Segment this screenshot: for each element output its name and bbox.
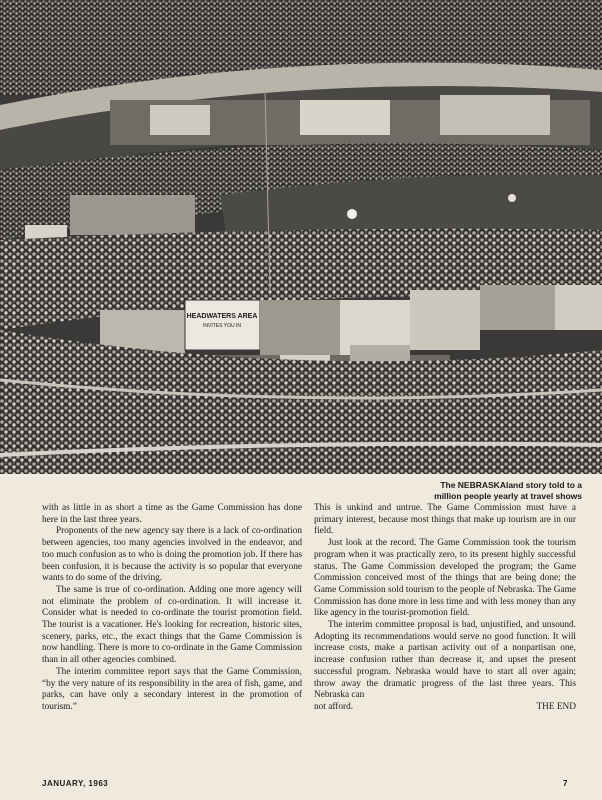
page-footer xyxy=(42,779,568,788)
photo-caption xyxy=(402,480,582,502)
final-line xyxy=(314,702,576,714)
page-number: 7 xyxy=(563,779,568,788)
paragraph: The interim committee proposal is bad, unjustified, and unsound. Adopting its recommendations would serve no good function. It will increase costs, make a partisan activity out of a nonpartisan one, increase confusion rather than decrease it, and upset the present successful program. Nebraska would have to start all over again; throw away the dramatic progress of the last three years. This Nebraska can xyxy=(314,620,576,701)
article-left-column xyxy=(42,503,302,714)
paragraph: The interim committee report says that the Game Commission, “by the very nature of its responsibility in the area of fish, game, and parks, can have only a secondary interest in the promotion of tourism.” xyxy=(42,666,302,712)
issue-date: JANUARY, 1963 xyxy=(42,779,109,788)
nebraskaland-booth xyxy=(260,300,340,355)
headwaters-subsign: INVITES YOU IN xyxy=(203,323,241,329)
paragraph: Proponents of the new agency say there is a lack of co-ordination between agencies, too many agencies involved in the endeavor, and too much confusion as to who is doing the promotion job. If there has been confusion, it is because the activity is so popular that everyone wants to do some of the driving. xyxy=(42,526,302,584)
headwaters-sign: HEADWATERS AREA xyxy=(186,313,258,320)
caption-line-1: The NEBRASKAland story told to a xyxy=(440,480,582,490)
the-end-marker: THE END xyxy=(536,701,576,712)
paragraph: The same is true of co-ordination. Adding one more agency will not eliminate the problem of co-ordination. It will increase it. Consider what is needed to co-ordinate the tourist promotion field. The tourist is a vacationer. He's looking for recreation, historic sites, scenery, parks, etc., the exact things that the Game Commission is now handling. There is more to co-ordinate in the Game Commission than in all other agencies combined. xyxy=(42,584,302,666)
caption-line-2: million people yearly at travel shows xyxy=(434,491,582,501)
paragraph: with as little in as short a time as the Game Commission has done here in the last three years. xyxy=(42,503,302,525)
paragraph: Just look at the record. The Game Commission took the tourism program when it was practically zero, to its present highly successful status. The Game Commission developed the program; the Game Commission conceived most of the things that are being done; the Game Commission sold tourism to the people of Nebraska. The Game Commission has done more in less time and with less money than any like agency in the tourist-promotion field. xyxy=(314,538,576,619)
article-right-column xyxy=(314,503,576,714)
paragraph: This is unkind and untrue. The Game Commission must have a primary interest, because most things that make up tourism are in our field. xyxy=(314,503,576,537)
final-text: not afford. xyxy=(314,701,354,712)
